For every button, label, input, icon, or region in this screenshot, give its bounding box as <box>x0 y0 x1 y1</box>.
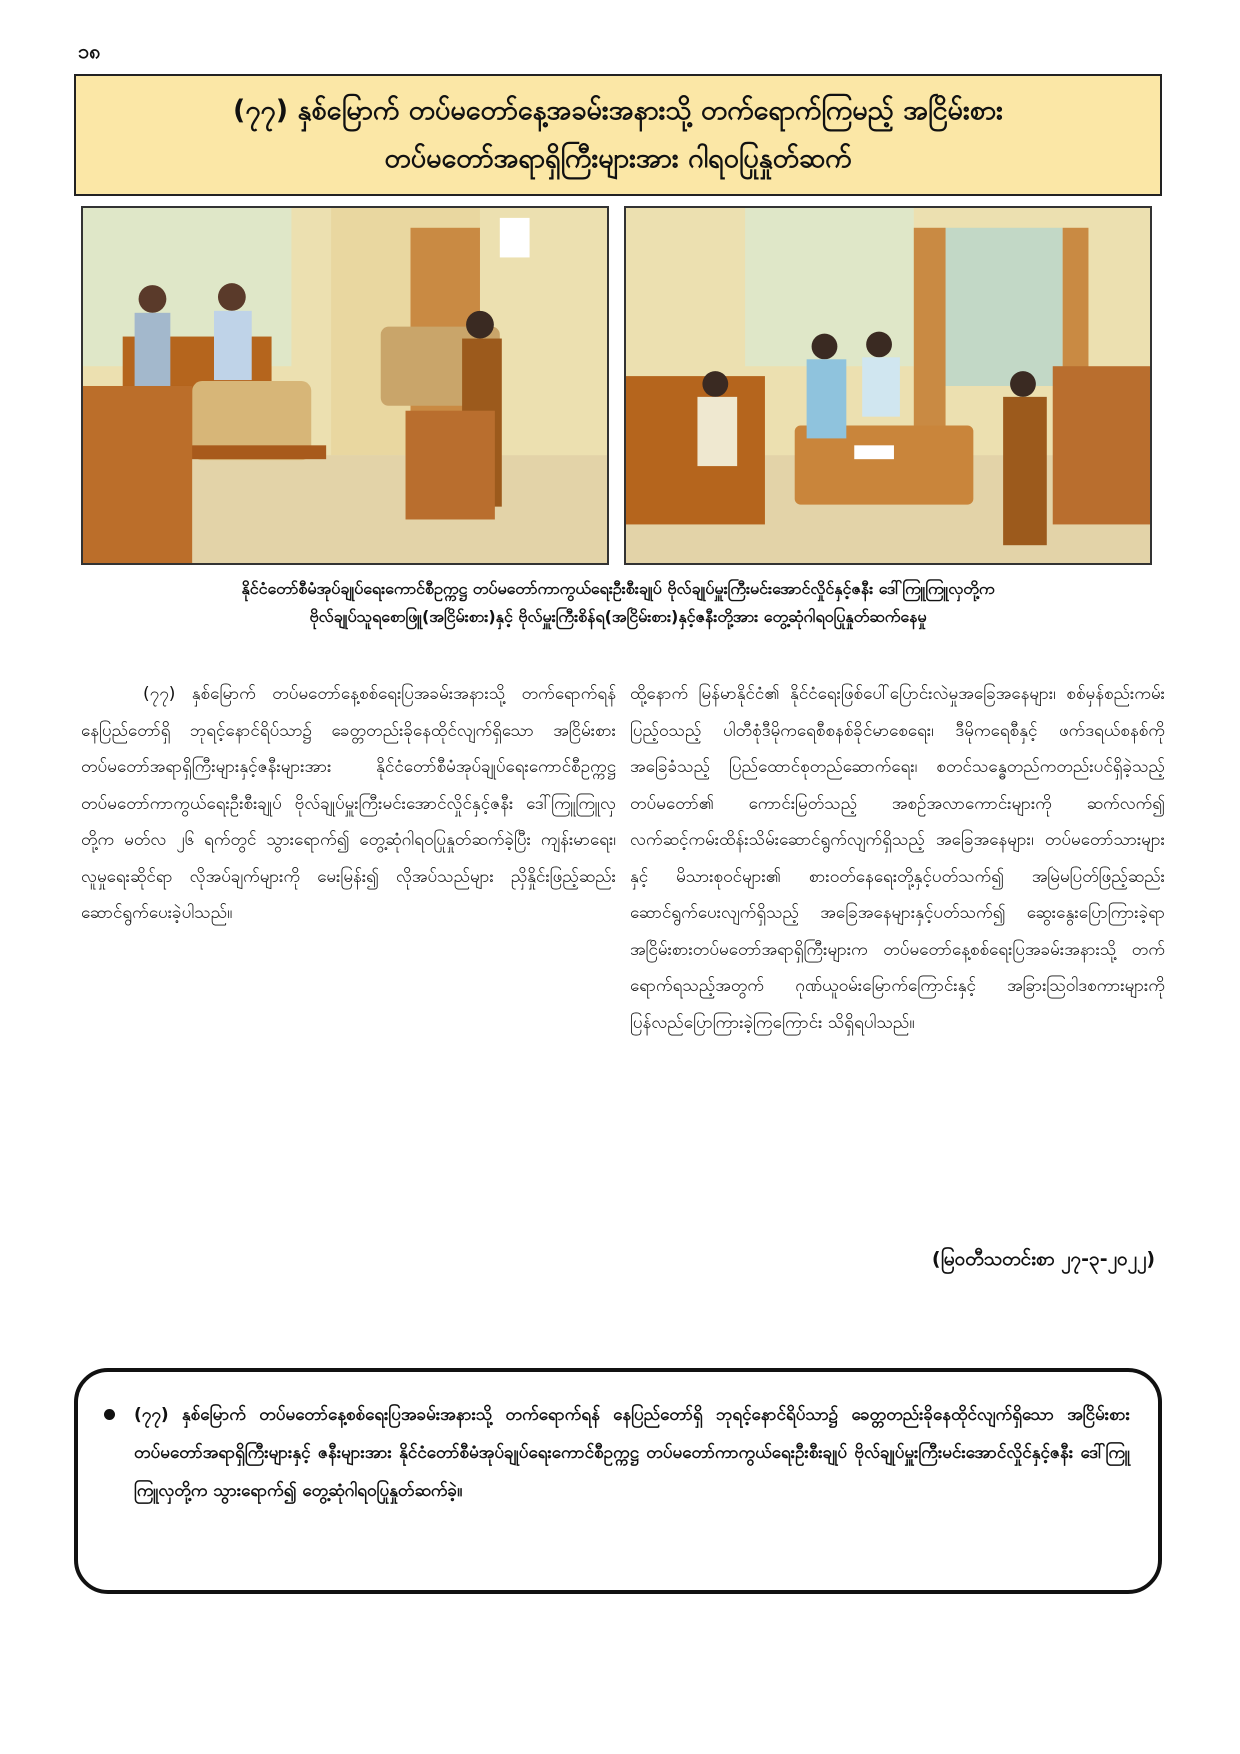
article-source: (မြဝတီသတင်းစာ ၂၇-၃-၂၀၂၂) <box>931 1248 1155 1270</box>
title-box <box>74 74 1162 196</box>
caption-line-1: နိုင်ငံတော်စီမံအုပ်ချုပ်ရေးကောင်စီဥက္ကဋ္ဌ တပ်မတော်ကာကွယ်ရေးဦးစီးချုပ် ဗိုလ်ချုပ်မှူးကြီးမင်းအောင်လှိုင်နှင့်ဇနီး ဒေါ်ကြူကြူလှတို့က <box>241 579 995 598</box>
page-number: ၁၈ <box>78 39 101 63</box>
article-column-left <box>81 676 616 932</box>
bullet-icon <box>104 1409 115 1420</box>
photo-meeting-room-icon <box>626 208 1150 563</box>
photo-caption <box>74 575 1162 631</box>
photo-meeting-room-icon <box>83 208 607 563</box>
summary-text: (၇၇) နှစ်မြောက် တပ်မတော်နေ့စစ်ရေးပြအခမ်းအနားသို့ တက်ရောက်ရန် နေပြည်တော်ရှိ ဘုရင့်နောင်ရိပ်သာ၌ ခေတ္တတည်းခိုနေထိုင်လျက်ရှိသော အငြိမ်းစားတပ်မတော်အရာရှိကြီးများနှင့် ဇနီးများအား နိုင်ငံတော်စီမံအုပ်ချုပ်ရေးကောင်စီဥက္ကဋ္ဌ တပ်မတော်ကာကွယ်ရေးဦးစီးချုပ် ဗိုလ်ချုပ်မှူးကြီးမင်းအောင်လှိုင်နှင့်ဇနီး ဒေါ်ကြူကြူလှတို့က သွားရောက်၍ တွေ့ဆုံဂါရဝပြုနှုတ်ဆက်ခဲ့။ <box>134 1405 1130 1501</box>
article-paragraph-2: ထို့နောက် မြန်မာနိုင်ငံ၏ နိုင်ငံရေးဖြစ်ပေါ်ပြောင်းလဲမှုအခြေအနေများ၊ စစ်မှန်စည်းကမ်းပြည့်ဝသည့် ပါတီစုံဒီမိုကရေစီစနစ်ခိုင်မာစေရေး၊ ဒီမိုကရေစီနှင့် ဖက်ဒရယ်စနစ်ကို အခြေခံသည့် ပြည်ထောင်စုတည်ဆောက်ရေး၊ စတင်သန္ဓေတည်ကတည်းပင်ရှိခဲ့သည့် တပ်မတော်၏ ကောင်းမြတ်သည့် အစဉ်အလာကောင်းများကို ဆက်လက်၍ လက်ဆင့်ကမ်းထိန်းသိမ်းဆောင်ရွက်လျက်ရှိသည့် အခြေအနေများ၊ တပ်မတော်သားများနှင့် မိသားစုဝင်များ၏ စားဝတ်နေရေးတို့နှင့်ပတ်သက်၍ အမြဲမပြတ်ဖြည့်ဆည်းဆောင်ရွက်ပေးလျက်ရှိသည့် အခြေအနေများနှင့်ပတ်သက်၍ ဆွေးနွေးပြောကြားခဲ့ရာ အငြိမ်းစားတပ်မတော်အရာရှိကြီးများက တပ်မတော်နေ့စစ်ရေးပြအခမ်းအနားသို့ တက်ရောက်ရသည့်အတွက် ဂုဏ်ယူဝမ်းမြောက်ကြောင်းနှင့် အခြားသြဝါဒစကားများကို ပြန်လည်ပြောကြားခဲ့ကြကြောင်း သိရှိရပါသည်။ <box>630 684 1165 1033</box>
article-column-right <box>630 676 1165 1041</box>
caption-line-2: ဗိုလ်ချုပ်သူရစောဖြူ(အငြိမ်းစား)နှင့် ဗိုလ်မှူးကြီးစိန်ရ(အငြိမ်းစား)နှင့်ဇနီးတို့အား တွေ့ဆုံဂါရဝပြုနှုတ်ဆက်နေမှု <box>309 607 927 626</box>
summary-box <box>74 1368 1162 1594</box>
title-line-2: တပ်မတော်အရာရှိကြီးများအား ဂါရဝပြုနှုတ်ဆက် <box>384 143 852 174</box>
title-line-1: (၇၇) နှစ်မြောက် တပ်မတော်နေ့အခမ်းအနားသို့ တက်ရောက်ကြမည့် အငြိမ်းစား <box>233 95 1003 126</box>
photo-left <box>81 206 609 565</box>
article-paragraph-1: (၇၇) နှစ်မြောက် တပ်မတော်နေ့စစ်ရေးပြအခမ်းအနားသို့ တက်ရောက်ရန် နေပြည်တော်ရှိ ဘုရင့်နောင်ရိပ်သာ၌ ခေတ္တတည်းခိုနေထိုင်လျက်ရှိသော အငြိမ်းစားတပ်မတော်အရာရှိကြီးများနှင့်ဇနီးများအား နိုင်ငံတော်စီမံအုပ်ချုပ်ရေးကောင်စီဥက္ကဋ္ဌ တပ်မတော်ကာကွယ်ရေးဦးစီးချုပ် ဗိုလ်ချုပ်မှူးကြီးမင်းအောင်လှိုင်နှင့်ဇနီး ဒေါ်ကြူကြူလှတို့က မတ်လ ၂၆ ရက်တွင် သွားရောက်၍ တွေ့ဆုံဂါရဝပြုနှုတ်ဆက်ခဲ့ပြီး ကျန်းမာရေး၊ လူမှုရေးဆိုင်ရာ လိုအပ်ချက်များကို မေးမြန်း၍ လိုအပ်သည်များ ညှိနှိုင်းဖြည့်ဆည်းဆောင်ရွက်ပေးခဲ့ပါသည်။ <box>81 684 616 923</box>
photo-right <box>624 206 1152 565</box>
